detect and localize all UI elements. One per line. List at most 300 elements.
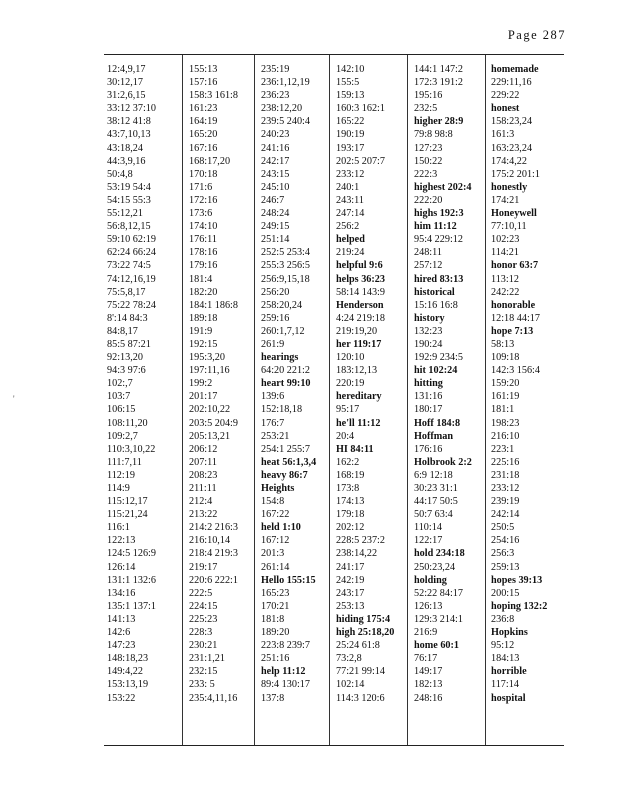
index-reference: 251:16 xyxy=(261,653,290,665)
index-reference: 103:7 xyxy=(107,391,131,403)
index-term: helpful 9:6 xyxy=(336,260,383,272)
index-reference: 180:17 xyxy=(414,404,443,416)
index-term: Hoffman xyxy=(414,430,454,442)
index-reference: 150:22 xyxy=(414,155,443,167)
index-reference: 43:7,10,13 xyxy=(107,129,151,141)
index-reference: 182:20 xyxy=(189,286,218,298)
index-reference: 108:11,20 xyxy=(107,417,148,429)
index-reference: 64:20 221:2 xyxy=(261,365,310,377)
index-reference: 249:15 xyxy=(261,221,290,233)
index-reference: 220:6 222:1 xyxy=(189,574,238,586)
index-reference: 94:3 97:6 xyxy=(107,365,146,377)
index-reference: 53:19 54:4 xyxy=(107,181,151,193)
index-term: helped xyxy=(336,234,365,246)
index-reference: 76:17 xyxy=(414,653,438,665)
index-reference: 223:8 239:7 xyxy=(261,640,310,652)
index-term: hereditary xyxy=(336,391,382,403)
index-reference: 257:12 xyxy=(414,260,443,272)
index-term: hospital xyxy=(491,692,526,704)
index-reference: 114:21 xyxy=(491,247,519,259)
index-reference: 259:13 xyxy=(491,561,520,573)
index-reference: 77:21 99:14 xyxy=(336,666,385,678)
index-term: holding xyxy=(414,574,447,586)
index-reference: 173:6 xyxy=(189,208,213,220)
index-term: Hopkins xyxy=(491,627,528,639)
index-reference: 79:8 98:8 xyxy=(414,129,453,141)
index-reference: 152:18,18 xyxy=(261,404,303,416)
index-reference: 195:3,20 xyxy=(189,352,225,364)
index-reference: 137:8 xyxy=(261,692,285,704)
index-reference: 50:7 63:4 xyxy=(414,509,453,521)
index-reference: 160:3 162:1 xyxy=(336,103,385,115)
index-reference: 122:17 xyxy=(414,535,443,547)
index-reference: 247:14 xyxy=(336,208,365,220)
word-index-table xyxy=(104,54,564,746)
index-term: horrible xyxy=(491,666,527,678)
index-reference: 248:24 xyxy=(261,208,290,220)
index-reference: 241:16 xyxy=(261,142,290,154)
index-column-2 xyxy=(182,55,254,745)
index-term: her 119:17 xyxy=(336,338,382,350)
index-reference: 95:12 xyxy=(491,640,515,652)
index-reference: 142:3 156:4 xyxy=(491,365,540,377)
index-reference: 213:22 xyxy=(189,509,218,521)
index-reference: 208:23 xyxy=(189,469,218,481)
index-reference: 95:17 xyxy=(336,404,360,416)
index-reference: 198:23 xyxy=(491,417,520,429)
index-reference: 15:16 16:8 xyxy=(414,299,458,311)
index-term: Holbrook 2:2 xyxy=(414,456,472,468)
index-reference: 183:12,13 xyxy=(336,365,378,377)
index-reference: 161:23 xyxy=(189,103,218,115)
index-reference: 242:22 xyxy=(491,286,520,298)
index-reference: 126:14 xyxy=(107,561,136,573)
index-reference: 73:2,8 xyxy=(336,653,362,665)
index-reference: 179:18 xyxy=(336,509,365,521)
index-reference: 154:8 xyxy=(261,496,285,508)
index-column-1 xyxy=(104,55,182,745)
index-reference: 176:16 xyxy=(414,443,443,455)
index-reference: 44:17 50:5 xyxy=(414,496,458,508)
index-reference: 167:16 xyxy=(189,142,218,154)
index-reference: 122:13 xyxy=(107,535,136,547)
index-reference: 181:8 xyxy=(261,613,285,625)
index-reference: 253:13 xyxy=(336,600,365,612)
index-reference: 202:5 207:7 xyxy=(336,155,385,167)
index-reference: 141:13 xyxy=(107,613,136,625)
index-reference: 85:5 87:21 xyxy=(107,338,151,350)
index-reference: 159:13 xyxy=(336,90,365,102)
index-reference: 202:12 xyxy=(336,522,365,534)
index-reference: 50:4,8 xyxy=(107,168,133,180)
index-reference: 44:3,9,16 xyxy=(107,155,146,167)
index-term: hitting xyxy=(414,378,443,390)
index-reference: 200:15 xyxy=(491,587,520,599)
index-reference: 254:1 255:7 xyxy=(261,443,310,455)
index-term: hold 234:18 xyxy=(414,548,465,560)
index-reference: 254:16 xyxy=(491,535,520,547)
index-reference: 102:23 xyxy=(491,234,520,246)
index-reference: 4:24 219:18 xyxy=(336,312,385,324)
index-reference: 155:13 xyxy=(189,64,218,75)
index-reference: 181:4 xyxy=(189,273,213,285)
index-reference: 30:12,17 xyxy=(107,77,143,89)
index-reference: 240:23 xyxy=(261,129,290,141)
index-reference: 102:,7 xyxy=(107,378,133,390)
index-reference: 95:4 229:12 xyxy=(414,234,463,246)
index-term: hearings xyxy=(261,352,299,364)
index-reference: 233: 5 xyxy=(189,679,215,691)
index-reference: 202:10,22 xyxy=(189,404,231,416)
index-reference: 248:11 xyxy=(414,247,442,259)
index-reference: 135:1 137:1 xyxy=(107,600,156,612)
index-reference: 206:12 xyxy=(189,443,218,455)
index-term: hopes 39:13 xyxy=(491,574,543,586)
index-reference: 228:3 xyxy=(189,627,213,639)
index-reference: 216:9 xyxy=(414,627,438,639)
index-reference: 235:19 xyxy=(261,64,290,75)
index-reference: 168:19 xyxy=(336,469,365,481)
index-reference: 120:10 xyxy=(336,352,365,364)
index-reference: 236:1,12,19 xyxy=(261,77,310,89)
index-reference: 256:2 xyxy=(336,221,360,233)
margin-mark: ' xyxy=(13,394,15,404)
index-reference: 75:22 78:24 xyxy=(107,299,156,311)
index-reference: 114:3 120:6 xyxy=(336,692,385,704)
index-term: hit 102:24 xyxy=(414,365,458,377)
index-reference: 158:3 161:8 xyxy=(189,90,238,102)
index-reference: 261:14 xyxy=(261,561,290,573)
index-reference: 111:7,11 xyxy=(107,456,142,468)
index-reference: 20:4 xyxy=(336,430,355,442)
index-reference: 189:18 xyxy=(189,312,218,324)
index-reference: 243:11 xyxy=(336,194,364,206)
index-reference: 240:1 xyxy=(336,181,360,193)
index-reference: 129:3 214:1 xyxy=(414,613,463,625)
index-reference: 207:11 xyxy=(189,456,217,468)
index-reference: 127:23 xyxy=(414,142,443,154)
index-reference: 250:23,24 xyxy=(414,561,456,573)
index-reference: 222:5 xyxy=(189,587,213,599)
index-term: higher 28:9 xyxy=(414,116,464,128)
index-reference: 55:12,21 xyxy=(107,208,143,220)
index-reference: 38:12 41:8 xyxy=(107,116,151,128)
index-reference: 126:13 xyxy=(414,600,443,612)
index-reference: 252:5 253:4 xyxy=(261,247,310,259)
index-reference: 113:12 xyxy=(491,273,519,285)
index-reference: 84:8,17 xyxy=(107,325,138,337)
index-reference: 149:4,22 xyxy=(107,666,143,678)
index-reference: 148:18,23 xyxy=(107,653,149,665)
index-reference: 170:21 xyxy=(261,600,290,612)
index-reference: 211:11 xyxy=(189,483,217,494)
index-reference: 184:13 xyxy=(491,653,520,665)
index-reference: 161:3 xyxy=(491,129,515,141)
index-reference: 174:10 xyxy=(189,221,218,233)
index-reference: 192:15 xyxy=(189,338,218,350)
index-term: honorable xyxy=(491,299,536,311)
index-term: honor 63:7 xyxy=(491,260,539,272)
index-reference: 219:17 xyxy=(189,561,218,573)
index-reference: 216:10,14 xyxy=(189,535,231,547)
index-reference: 222:20 xyxy=(414,194,443,206)
index-reference: 75:5,8,17 xyxy=(107,286,146,298)
index-reference: 236:8 xyxy=(491,613,515,625)
index-reference: 181:1 xyxy=(491,404,515,416)
index-reference: 124:5 126:9 xyxy=(107,548,156,560)
index-reference: 12:18 44:17 xyxy=(491,312,540,324)
index-reference: 110:14 xyxy=(414,522,442,534)
index-reference: 162:2 xyxy=(336,456,360,468)
index-reference: 174:21 xyxy=(491,194,520,206)
index-reference: 109:18 xyxy=(491,352,520,364)
index-reference: 229:22 xyxy=(491,90,520,102)
index-term: history xyxy=(414,312,445,324)
index-reference: 260:1,7,12 xyxy=(261,325,305,337)
index-reference: 112:19 xyxy=(107,469,135,481)
index-reference: 192:9 234:5 xyxy=(414,352,463,364)
index-reference: 165:20 xyxy=(189,129,218,141)
index-reference: 255:3 256:5 xyxy=(261,260,310,272)
index-reference: 233:12 xyxy=(336,168,365,180)
index-reference: 132:23 xyxy=(414,325,443,337)
index-reference: 170:18 xyxy=(189,168,218,180)
index-reference: 8':14 84:3 xyxy=(107,312,148,324)
index-term: him 11:12 xyxy=(414,221,457,233)
index-term: heat 56:1,3,4 xyxy=(261,456,317,468)
index-reference: 219:19,20 xyxy=(336,325,378,337)
index-reference: 74:12,16,19 xyxy=(107,273,156,285)
index-reference: 261:9 xyxy=(261,338,285,350)
index-reference: 144:1 147:2 xyxy=(414,64,463,75)
index-term: hired 83:13 xyxy=(414,273,464,285)
index-term: held 1:10 xyxy=(261,522,301,534)
index-reference: 242:14 xyxy=(491,509,520,521)
index-reference: 195:16 xyxy=(414,90,443,102)
index-term: Heights xyxy=(261,483,295,494)
index-column-3 xyxy=(254,55,329,745)
index-reference: 238:12,20 xyxy=(261,103,303,115)
index-reference: 92:13,20 xyxy=(107,352,143,364)
index-reference: 176:11 xyxy=(189,234,217,246)
index-term: hiding 175:4 xyxy=(336,613,391,625)
index-reference: 175:2 201:1 xyxy=(491,168,540,180)
index-reference: 168:17,20 xyxy=(189,155,231,167)
index-reference: 73:22 74:5 xyxy=(107,260,151,272)
index-reference: 222:3 xyxy=(414,168,438,180)
index-reference: 259:16 xyxy=(261,312,290,324)
index-reference: 242:19 xyxy=(336,574,365,586)
index-reference: 31:2,6,15 xyxy=(107,90,146,102)
index-reference: 164:19 xyxy=(189,116,218,128)
index-reference: 242:17 xyxy=(261,155,290,167)
index-reference: 142:10 xyxy=(336,64,365,75)
index-reference: 243:15 xyxy=(261,168,290,180)
index-reference: 43:18,24 xyxy=(107,142,143,154)
index-reference: 131:16 xyxy=(414,391,443,403)
index-reference: 54:15 55:3 xyxy=(107,194,151,206)
index-reference: 256:20 xyxy=(261,286,290,298)
index-term: he'll 11:12 xyxy=(336,417,381,429)
index-reference: 256:3 xyxy=(491,548,515,560)
index-reference: 131:1 132:6 xyxy=(107,574,156,586)
index-reference: 134:16 xyxy=(107,587,136,599)
index-term: highs 192:3 xyxy=(414,208,464,220)
index-reference: 235:4,11,16 xyxy=(189,692,238,704)
index-reference: 251:14 xyxy=(261,234,290,246)
index-term: helps 36:23 xyxy=(336,273,385,285)
index-column-6 xyxy=(485,55,564,745)
index-reference: 174:4,22 xyxy=(491,155,527,167)
index-term: HI 84:11 xyxy=(336,443,374,455)
index-reference: 205:13,21 xyxy=(189,430,231,442)
index-reference: 173:8 xyxy=(336,483,360,494)
index-reference: 191:9 xyxy=(189,325,213,337)
index-reference: 159:20 xyxy=(491,378,520,390)
index-reference: 109:2,7 xyxy=(107,430,138,442)
index-reference: 139:6 xyxy=(261,391,285,403)
index-reference: 56:8,12,15 xyxy=(107,221,151,233)
index-reference: 228:5 237:2 xyxy=(336,535,385,547)
index-column-4 xyxy=(329,55,407,745)
index-reference: 184:1 186:8 xyxy=(189,299,238,311)
index-reference: 216:10 xyxy=(491,430,520,442)
index-reference: 147:23 xyxy=(107,640,136,652)
index-reference: 258:20,24 xyxy=(261,299,303,311)
index-reference: 225:16 xyxy=(491,456,520,468)
index-reference: 190:19 xyxy=(336,129,365,141)
index-reference: 218:4 219:3 xyxy=(189,548,238,560)
index-reference: 114:9 xyxy=(107,483,130,494)
index-reference: 153:13,19 xyxy=(107,679,149,691)
index-reference: 142:6 xyxy=(107,627,131,639)
index-reference: 163:23,24 xyxy=(491,142,533,154)
index-reference: 193:17 xyxy=(336,142,365,154)
index-reference: 6:9 12:18 xyxy=(414,469,453,481)
index-reference: 179:16 xyxy=(189,260,218,272)
index-reference: 167:12 xyxy=(261,535,290,547)
index-reference: 245:10 xyxy=(261,181,290,193)
index-reference: 239:5 240:4 xyxy=(261,116,310,128)
index-reference: 189:20 xyxy=(261,627,290,639)
index-reference: 246:7 xyxy=(261,194,285,206)
index-reference: 201:17 xyxy=(189,391,218,403)
index-term: Hello 155:15 xyxy=(261,574,316,586)
index-term: high 25:18,20 xyxy=(336,627,395,639)
index-reference: 155:5 xyxy=(336,77,360,89)
index-reference: 219:24 xyxy=(336,247,365,259)
index-reference: 110:3,10,22 xyxy=(107,443,156,455)
index-reference: 167:22 xyxy=(261,509,290,521)
index-reference: 117:14 xyxy=(491,679,519,691)
index-reference: 178:16 xyxy=(189,247,218,259)
index-term: Hoff 184:8 xyxy=(414,417,461,429)
index-term: heavy 86:7 xyxy=(261,469,308,481)
index-reference: 241:17 xyxy=(336,561,365,573)
index-reference: 102:14 xyxy=(336,679,365,691)
index-reference: 176:7 xyxy=(261,417,285,429)
index-reference: 203:5 204:9 xyxy=(189,417,238,429)
index-reference: 58:14 143:9 xyxy=(336,286,385,298)
index-reference: 223:1 xyxy=(491,443,515,455)
index-reference: 256:9,15,18 xyxy=(261,273,310,285)
index-reference: 62:24 66:24 xyxy=(107,247,156,259)
index-reference: 212:4 xyxy=(189,496,213,508)
index-reference: 199:2 xyxy=(189,378,213,390)
index-reference: 201:3 xyxy=(261,548,285,560)
index-reference: 248:16 xyxy=(414,692,443,704)
index-term: hope 7:13 xyxy=(491,325,534,337)
index-reference: 157:16 xyxy=(189,77,218,89)
index-reference: 197:11,16 xyxy=(189,365,230,377)
index-reference: 253:21 xyxy=(261,430,290,442)
index-reference: 115:21,24 xyxy=(107,509,148,521)
index-reference: 233:12 xyxy=(491,483,520,494)
index-reference: 153:22 xyxy=(107,692,136,704)
index-reference: 149:17 xyxy=(414,666,443,678)
index-term: historical xyxy=(414,286,455,298)
index-reference: 89:4 130:17 xyxy=(261,679,310,691)
index-reference: 232:15 xyxy=(189,666,218,678)
index-reference: 238:14,22 xyxy=(336,548,378,560)
index-reference: 236:23 xyxy=(261,90,290,102)
index-reference: 165:22 xyxy=(336,116,365,128)
index-reference: 116:1 xyxy=(107,522,130,534)
index-reference: 33:12 37:10 xyxy=(107,103,156,115)
index-term: home 60:1 xyxy=(414,640,459,652)
index-column-5 xyxy=(407,55,485,745)
index-reference: 171:6 xyxy=(189,181,213,193)
index-reference: 229:11,16 xyxy=(491,77,532,89)
index-reference: 231:1,21 xyxy=(189,653,225,665)
index-reference: 30:23 31:1 xyxy=(414,483,458,494)
index-reference: 172:16 xyxy=(189,194,218,206)
index-reference: 225:23 xyxy=(189,613,218,625)
index-reference: 243:17 xyxy=(336,587,365,599)
index-reference: 174:13 xyxy=(336,496,365,508)
index-term: hoping 132:2 xyxy=(491,600,548,612)
index-reference: 115:12,17 xyxy=(107,496,148,508)
index-reference: 77:10,11 xyxy=(491,221,527,233)
index-reference: 220:19 xyxy=(336,378,365,390)
index-reference: 214:2 216:3 xyxy=(189,522,238,534)
index-term: heart 99:10 xyxy=(261,378,311,390)
index-reference: 25:24 61:8 xyxy=(336,640,380,652)
index-term: highest 202:4 xyxy=(414,181,472,193)
index-reference: 230:21 xyxy=(189,640,218,652)
index-reference: 224:15 xyxy=(189,600,218,612)
index-reference: 239:19 xyxy=(491,496,520,508)
index-reference: 182:13 xyxy=(414,679,443,691)
index-term: honest xyxy=(491,103,520,115)
index-reference: 161:19 xyxy=(491,391,520,403)
index-term: homemade xyxy=(491,64,539,75)
index-reference: 250:5 xyxy=(491,522,515,534)
index-reference: 190:24 xyxy=(414,338,443,350)
index-reference: 12:4,9,17 xyxy=(107,64,146,75)
index-reference: 231:18 xyxy=(491,469,520,481)
index-reference: 232:5 xyxy=(414,103,438,115)
index-reference: 59:10 62:19 xyxy=(107,234,156,246)
index-term: help 11:12 xyxy=(261,666,306,678)
index-reference: 158:23,24 xyxy=(491,116,533,128)
index-term: honestly xyxy=(491,181,528,193)
index-term: Honeywell xyxy=(491,208,537,220)
index-term: Henderson xyxy=(336,299,384,311)
page-number: Page 287 xyxy=(507,28,566,42)
index-reference: 52:22 84:17 xyxy=(414,587,463,599)
index-reference: 165:23 xyxy=(261,587,290,599)
